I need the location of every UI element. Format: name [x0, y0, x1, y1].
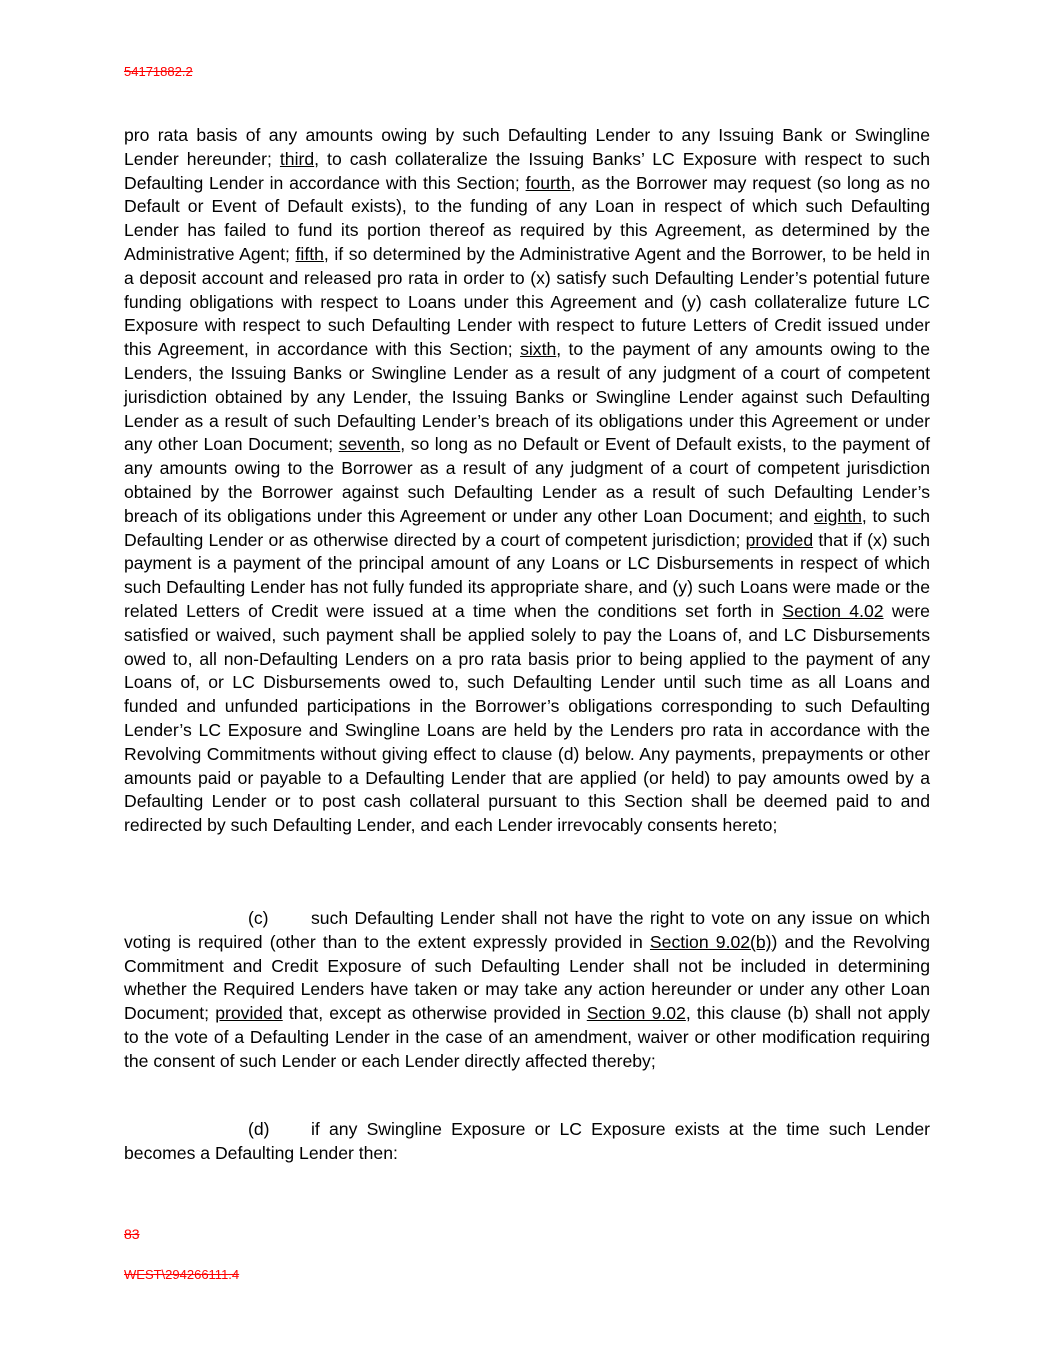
- paragraph-b-continued: [124, 124, 930, 838]
- text-run: if any Swingline Exposure or LC Exposure exists at the time such Lender becomes a Defaulting Lender then:: [124, 1119, 930, 1163]
- clause-number-d: (d): [248, 1119, 270, 1139]
- clause-number-c: (c): [248, 908, 269, 928]
- text-run: , this clause (b) shall not apply to the vote of a Defaulting Lender in the case of an amendment, waiver or other modification requiring the consent of such Lender or each Lender directly affected thereby;: [124, 1003, 930, 1071]
- text-run: were satisfied or waived, such payment shall be applied solely to pay the Loans of, and LC Disbursements owed to, all non-Defaulting Lenders on a pro rata basis prior to being applied to the payment of any Loans of, or LC Disbursements owed to, such Defaulting Lender until such time as all Loans and funded and unfunded participations in the Borrower’s obligations corresponding to such Defaulting Lender’s LC Exposure and Swingline Loans are held by the Lenders pro rata in accordance with the Revolving Commitments without giving effect to clause (d) below. Any payments, prepayments or other amounts paid or payable to a Defaulting Lender that are applied (or held) to pay amounts owed by a Defaulting Lender or to post cash collateral pursuant to this Section shall be deemed paid to and redirected by such Defaulting Lender, and each Lender irrevocably consents hereto;: [124, 600, 930, 836]
- term-fifth: fifth: [295, 243, 324, 264]
- text-run: such Defaulting Lender shall not have the right to vote on any issue on which voting is required (other than to the extent expressly provided in: [124, 908, 930, 952]
- section-4-02-reference: Section 4.02: [782, 600, 884, 621]
- text-run: , as the Borrower may request (so long as no Default or Event of Default exists), to the funding of any Loan in respect of which such Defaulting Lender has failed to fund its portion thereof as required by this Agreement, as determined by the Administrative Agent;: [124, 172, 930, 264]
- text-run: , to the payment of any amounts owing to the Lenders, the Issuing Banks or Swingline Lender as a result of any judgment of a court of competent jurisdiction obtained by any Lender, the Issuing Banks or Swingline Lender against such Defaulting Lender as a result of such Defaulting Lender’s breach of its obligations under this Agreement or under any other Loan Document;: [124, 339, 930, 455]
- term-third: third: [279, 148, 315, 169]
- text-run: that if (x) such payment is a payment of the principal amount of any Loans or LC Disbursements in respect of which such Defaulting Lender has not fully funded its appropriate share, and (y) such Loans were made or the related Letters of Credit were issued at a time when the conditions set forth in: [124, 529, 931, 621]
- paragraph-d: [124, 1118, 930, 1166]
- term-eighth: eighth: [813, 505, 862, 526]
- text-run: pro rata basis of any amounts owing by such Defaulting Lender to any Issuing Bank or Swingline Lender hereunder;: [124, 125, 930, 169]
- text-run: , so long as no Default or Event of Default exists, to the payment of any amounts owing to the Borrower as a result of any judgment of a court of competent jurisdiction obtained by the Borrower against such Defaulting Lender as a result of such Defaulting Lender’s breach of its obligations under this Agreement or under any other Loan Document; and: [124, 434, 930, 526]
- paragraph-c: [124, 907, 930, 1074]
- page-number: 83: [124, 1226, 140, 1242]
- term-fourth: fourth: [525, 172, 571, 193]
- term-sixth: sixth: [520, 339, 557, 360]
- text-run: , to such Defaulting Lender or as otherwise directed by a court of competent jurisdiction;: [124, 505, 930, 550]
- term-seventh: seventh: [338, 434, 401, 455]
- header-doc-id: 54171882.2: [124, 64, 193, 79]
- term-provided: provided: [215, 1003, 283, 1024]
- footer-doc-id: WEST\294266111.4: [124, 1267, 240, 1282]
- text-run: , to cash collateralize the Issuing Banks’ LC Exposure with respect to such Defaulting Lender in accordance with this Section;: [124, 148, 930, 193]
- term-provided: provided: [745, 529, 814, 550]
- text-run: ) and the Revolving Commitment and Credit Exposure of such Defaulting Lender shall not be included in determining whether the Required Lenders have taken or may take any action hereunder or under any other Loan Document;: [124, 931, 930, 1024]
- text-run: that, except as otherwise provided in: [282, 1003, 587, 1024]
- text-run: , if so determined by the Administrative Agent and the Borrower, to be held in a deposit account and released pro rata in order to (x) satisfy such Defaulting Lender’s potential future funding obligations with respect to Loans under this Agreement and (y) cash collateralize future LC Exposure with respect to such Defaulting Lender with respect to future Letters of Credit issued under this Agreement, in accordance with this Section;: [124, 243, 930, 360]
- section-9-02b-reference: Section 9.02(b): [649, 931, 772, 952]
- section-9-02-reference: Section 9.02: [586, 1003, 686, 1024]
